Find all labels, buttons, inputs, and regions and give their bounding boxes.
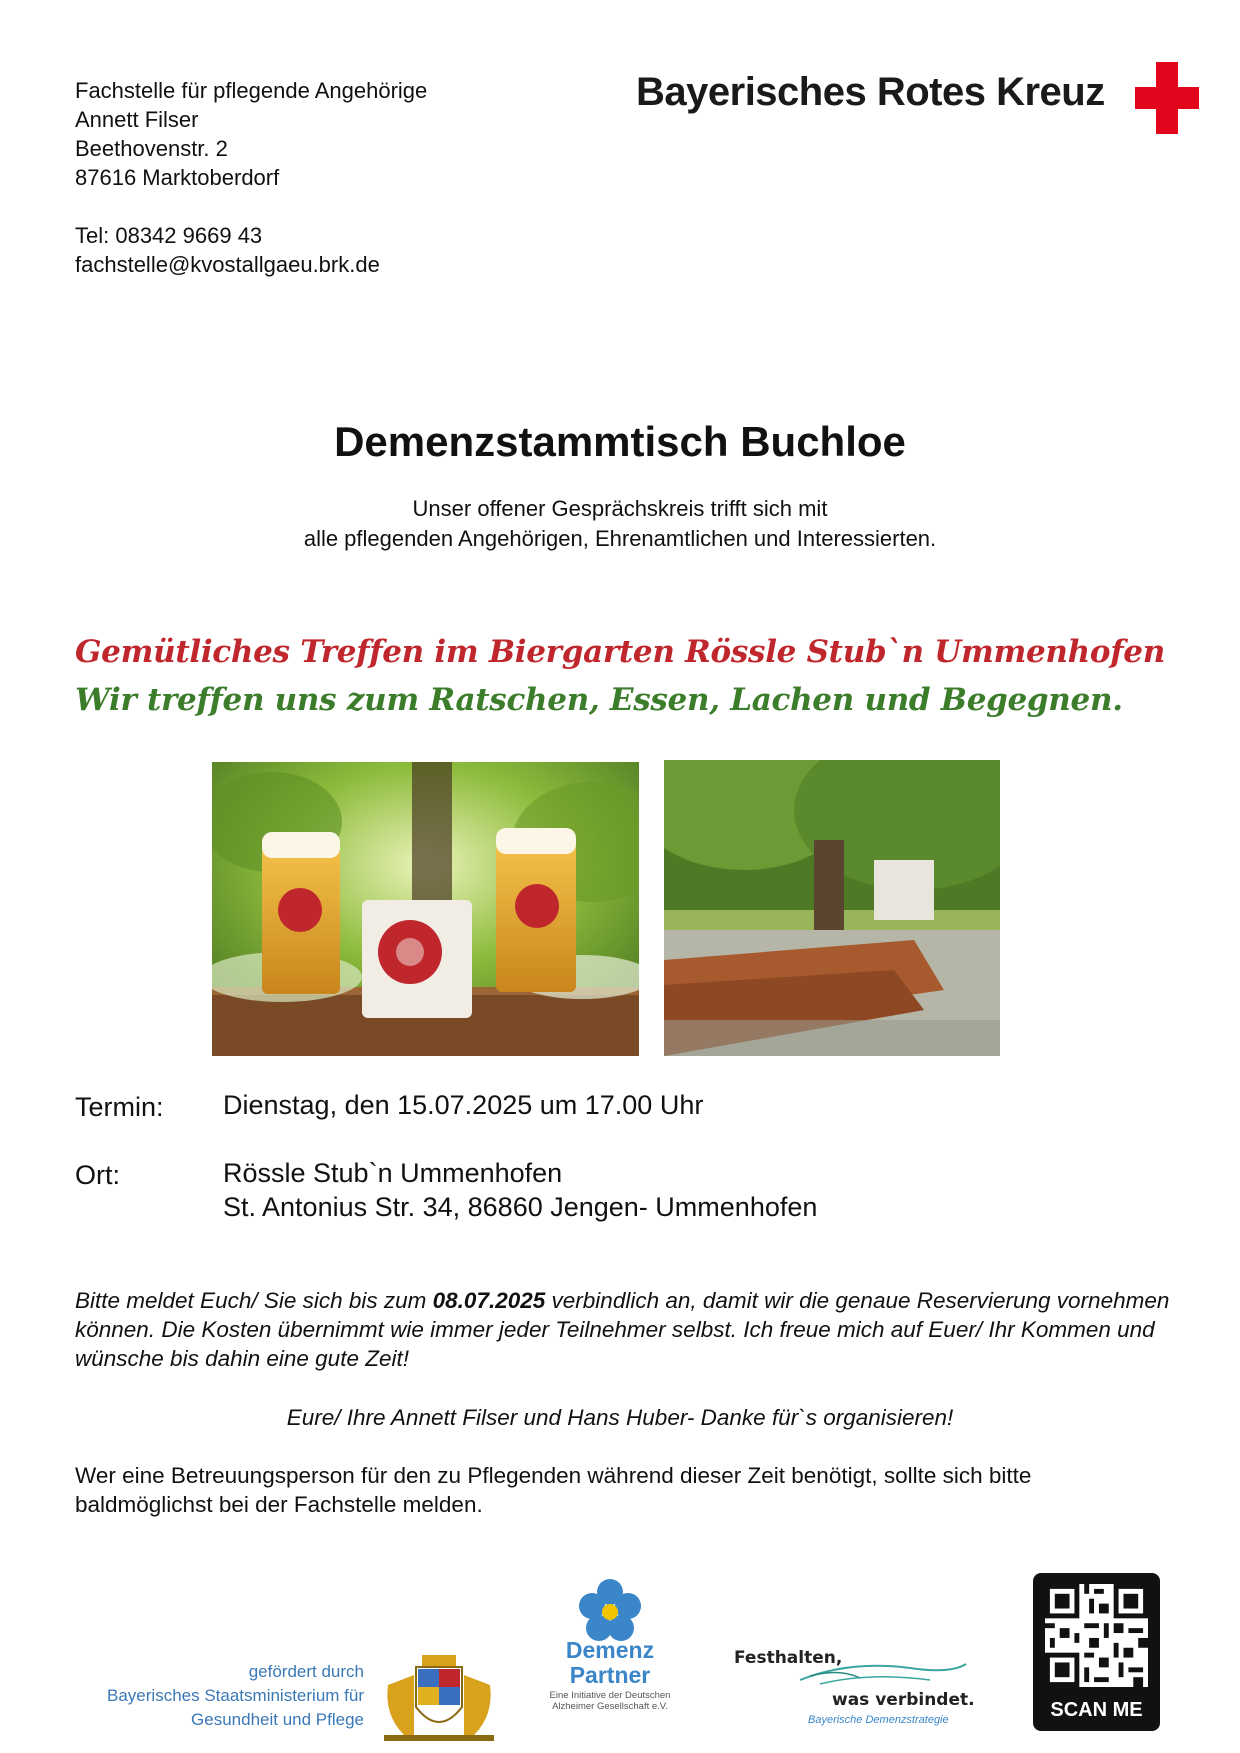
sender-line: Fachstelle für pflegende Angehörige — [75, 78, 428, 103]
ort-line: St. Antonius Str. 34, 86860 Jengen- Ummenhofen — [223, 1192, 818, 1222]
ort-line: Rössle Stub`n Ummenhofen — [223, 1158, 563, 1188]
registration-deadline: 08.07.2025 — [432, 1288, 546, 1313]
ort-value — [223, 1156, 817, 1224]
forget-me-not-icon — [577, 1578, 643, 1644]
sender-line: 87616 Marktoberdorf — [75, 165, 280, 190]
care-note: Wer eine Betreuungsperson für den zu Pflegenden während dieser Zeit benötigt, sollte sich bitte baldmöglichst bei der Fachstelle melden. — [75, 1463, 1032, 1517]
intro-line: alle pflegenden Angehörigen, Ehrenamtlichen und Interessierten. — [303, 526, 937, 551]
script-headline-green: Wir treffen uns zum Ratschen, Essen, Lachen und Begegnen. — [75, 682, 1123, 718]
page-title: Demenzstammtisch Buchloe — [334, 418, 906, 465]
sponsor-text: gefördert durch Bayerisches Staatsministerium für Gesundheit und Pflege — [107, 1662, 364, 1729]
bavarian-coat-of-arms-icon — [384, 1655, 494, 1741]
demenzstrategie-text: Bayerische Demenzstrategie — [808, 1714, 949, 1726]
beer-garden-photo — [664, 760, 1000, 1056]
script-headline-red: Gemütliches Treffen im Biergarten Rössle Stub`n Ummenhofen — [75, 634, 1165, 670]
signature-line: Eure/ Ihre Annett Filser und Hans Huber- Danke für`s organisieren! — [286, 1405, 954, 1430]
sender-email[interactable]: fachstelle@kvostallgaeu.brk.de — [75, 252, 380, 277]
sender-line: Annett Filser — [75, 107, 199, 132]
org-name: Bayerisches Rotes Kreuz — [636, 70, 1105, 114]
festhalten-text: Festhalten, — [734, 1648, 843, 1668]
termin-value: Dienstag, den 15.07.2025 um 17.00 Uhr — [223, 1090, 704, 1120]
sender-tel: Tel: 08342 9669 43 — [75, 223, 263, 248]
was-verbindet-text: was verbindet. — [832, 1690, 975, 1710]
sender-line: Beethovenstr. 2 — [75, 136, 228, 161]
scan-me-label: SCAN ME — [1050, 1699, 1143, 1721]
sender-address — [75, 76, 427, 279]
termin-label: Termin: — [75, 1092, 164, 1122]
intro-text — [0, 494, 1240, 554]
qr-code-icon[interactable] — [1045, 1584, 1148, 1687]
registration-text: Bitte meldet Euch/ Sie sich bis zum 08.07.2025 verbindlich an, damit wir die genaue Reservierung vornehmen können. Die Kosten übernimmt wie immer jeder Teilnehmer selbst. Ich freue mich auf Euer/ Ihr Kommen und wünsche bis dahin eine gute Zeit! — [75, 1288, 1170, 1371]
qr-code-pattern — [1045, 1584, 1148, 1687]
beer-glasses-photo — [212, 762, 639, 1056]
ort-label: Ort: — [75, 1160, 120, 1190]
intro-line: Unser offener Gesprächskreis trifft sich mit — [412, 496, 828, 521]
demenz-partner-logo: Demenz Partner — [565, 1637, 655, 1688]
red-cross-icon — [1135, 62, 1199, 134]
demenz-partner-subtitle: Eine Initiative der Deutschen Alzheimer Gesellschaft e.V. — [549, 1690, 671, 1712]
